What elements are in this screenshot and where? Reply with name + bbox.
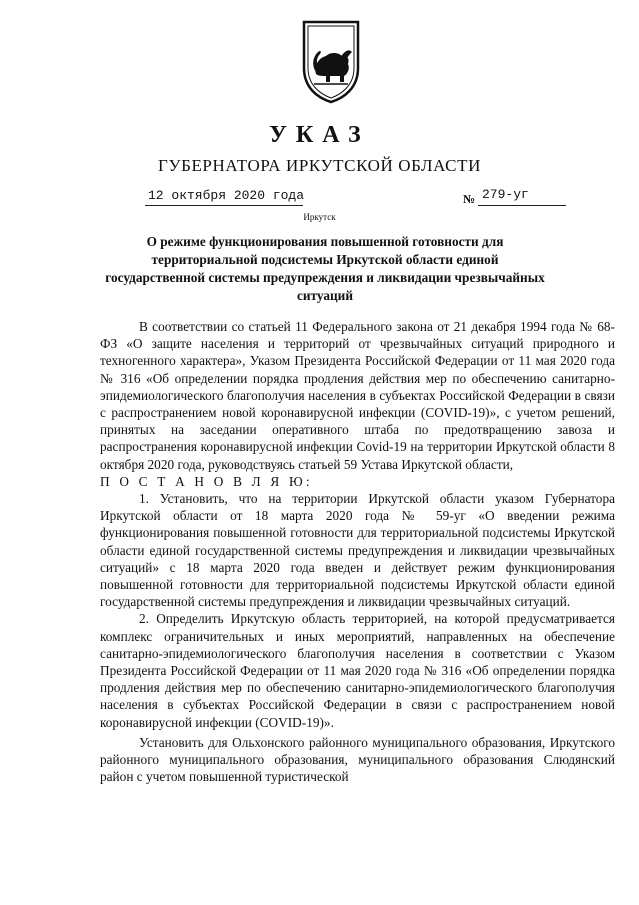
city-label: Иркутск <box>303 212 336 222</box>
document-title: УКАЗ <box>269 122 370 148</box>
item-1-paragraph: 1. Установить, что на территории Иркутской области указом Губернатора Иркутской области от 18 марта 2020 года № 59-уг «О введении режима функционирования повышенной готовности для территориальной подсистемы Иркутской области единой государственной системы предупреждения и ликвидации чрезвычайных ситуаций» с 18 марта 2020 года введен и действует режим функционирования повышенной готовности для территориальной подсистемы Иркутской области единой государственной системы предупреждения и ликвидации чрезвычайных ситуаций. <box>100 491 615 610</box>
item-2-continuation-paragraph: Установить для Ольхонского районного муниципального образования, Иркутского районного муниципального образования, муниципального образования Слюдянский район с учетом повышенной туристической <box>100 734 615 785</box>
number-underline <box>478 205 566 206</box>
decree-word: П О С Т А Н О В Л Я Ю: <box>100 473 313 489</box>
document-subtitle: ГУБЕРНАТОРА ИРКУТСКОЙ ОБЛАСТИ <box>158 156 481 175</box>
preamble-paragraph: В соответствии со статьей 11 Федерального закона от 21 декабря 1994 года № 68-ФЗ «О защите населения и территорий от чрезвычайных ситуаций природного и техногенного характера», Указом Президента Российской Федерации от 11 мая 2020 года № 316 «Об определении порядка продления действия мер по обеспечению санитарно-эпидемиологического благополучия населения в субъектах Российской Федерации в связи с распространением новой коронавирусной инфекции (COVID-19)», с учетом решений, принятых на заседании оперативного штаба по предотвращению завоза и распространения коронавирусной инфекции Covid-19 на территории Иркутской области 8 октября 2020 года, руководствуясь статьей 59 Устава Иркутской области, <box>100 319 615 472</box>
coat-of-arms-icon <box>300 18 362 104</box>
document-body <box>100 318 615 785</box>
date-underline <box>145 205 303 206</box>
item-2-paragraph: 2. Определить Иркутскую область территорией, на которой предусматривается комплекс ограничительных и иных мероприятий, направленных на обеспечение санитарно-эпидемиологического благополучия населения в соответствии с Указом Президента Российской Федерации от 11 мая 2020 года № 316 «Об определении порядка продления действия мер по обеспечению санитарно-эпидемиологического благополучия населения в субъектах Российской Федерации в связи с распространением новой коронавирусной инфекции (COVID-19)». <box>100 611 615 730</box>
decree-number: 279-уг <box>482 187 529 202</box>
decree-heading: О режиме функционирования повышенной готовности для территориальной подсистемы Иркутской области единой государственной системы предупреждения и ликвидации чрезвычайных ситуаций <box>105 234 545 303</box>
decree-date: 12 октября 2020 года <box>148 188 305 203</box>
number-sign: № <box>463 192 476 206</box>
